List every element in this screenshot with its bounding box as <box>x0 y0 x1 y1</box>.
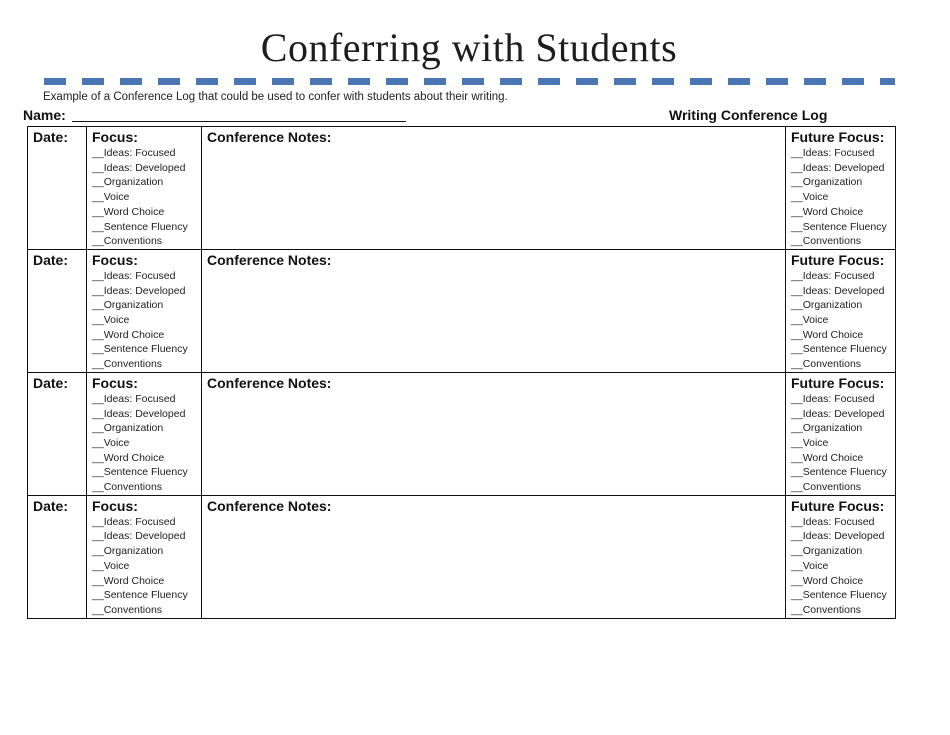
notes-cell[interactable] <box>202 495 786 618</box>
future-focus-checklist <box>791 146 890 249</box>
checklist-item[interactable]: __ Word Choice <box>92 328 196 343</box>
checklist-item[interactable]: __ Ideas: Developed <box>791 284 890 299</box>
future-focus-label: Future Focus: <box>791 374 885 391</box>
future-focus-label: Future Focus: <box>791 129 885 145</box>
checklist-item[interactable]: __ Sentence Fluency <box>791 220 890 235</box>
date-label: Date: <box>33 129 69 145</box>
future-focus-cell <box>786 495 896 618</box>
checklist-item[interactable]: __ Conventions <box>92 357 196 372</box>
checklist-item[interactable]: __ Organization <box>791 175 890 190</box>
focus-cell <box>87 372 202 495</box>
checklist-item[interactable]: __ Ideas: Focused <box>92 269 196 284</box>
focus-label: Focus: <box>92 251 138 268</box>
checklist-item[interactable]: __ Ideas: Developed <box>92 407 196 422</box>
dashed-divider <box>44 78 895 85</box>
notes-label: Conference Notes: <box>207 129 332 145</box>
focus-checklist <box>92 515 196 618</box>
notes-label: Conference Notes: <box>207 251 332 268</box>
checklist-item[interactable]: __ Word Choice <box>791 451 890 466</box>
checklist-item[interactable]: __ Organization <box>791 298 890 313</box>
focus-cell <box>87 127 202 250</box>
checklist-item[interactable]: __ Sentence Fluency <box>791 465 890 480</box>
checklist-item[interactable]: __ Ideas: Focused <box>791 269 890 284</box>
page-title: Conferring with Students <box>260 25 678 70</box>
checklist-item[interactable]: __ Sentence Fluency <box>92 465 196 480</box>
notes-cell[interactable] <box>202 372 786 495</box>
checklist-item[interactable]: __ Word Choice <box>92 574 196 589</box>
focus-cell <box>87 249 202 372</box>
checklist-item[interactable]: __ Organization <box>791 421 890 436</box>
future-focus-checklist <box>791 392 890 495</box>
checklist-item[interactable]: __ Ideas: Focused <box>791 515 890 530</box>
checklist-item[interactable]: __ Voice <box>791 559 890 574</box>
future-focus-label: Future Focus: <box>791 251 885 268</box>
focus-checklist <box>92 392 196 495</box>
checklist-item[interactable]: __ Voice <box>92 559 196 574</box>
checklist-item[interactable]: __ Voice <box>791 313 890 328</box>
checklist-item[interactable]: __ Ideas: Developed <box>791 407 890 422</box>
checklist-item[interactable]: __ Ideas: Developed <box>92 529 196 544</box>
checklist-item[interactable]: __ Sentence Fluency <box>791 342 890 357</box>
checklist-item[interactable]: __ Conventions <box>92 480 196 495</box>
checklist-item[interactable]: __ Voice <box>791 190 890 205</box>
notes-cell[interactable] <box>202 127 786 250</box>
checklist-item[interactable]: __ Conventions <box>92 234 196 249</box>
checklist-item[interactable]: __ Sentence Fluency <box>92 342 196 357</box>
name-field-line[interactable] <box>72 121 406 122</box>
future-focus-cell <box>786 249 896 372</box>
checklist-item[interactable]: __ Organization <box>791 544 890 559</box>
checklist-item[interactable]: __ Ideas: Focused <box>791 146 890 161</box>
date-cell[interactable] <box>28 127 87 250</box>
date-cell[interactable] <box>28 495 87 618</box>
checklist-item[interactable]: __ Word Choice <box>92 451 196 466</box>
date-cell[interactable] <box>28 249 87 372</box>
checklist-item[interactable]: __ Organization <box>92 544 196 559</box>
future-focus-checklist <box>791 515 890 618</box>
future-focus-label: Future Focus: <box>791 497 885 514</box>
checklist-item[interactable]: __ Ideas: Developed <box>791 529 890 544</box>
checklist-item[interactable]: __ Word Choice <box>92 205 196 220</box>
date-label: Date: <box>33 497 69 514</box>
date-cell[interactable] <box>28 372 87 495</box>
checklist-item[interactable]: __ Ideas: Developed <box>791 161 890 176</box>
focus-checklist <box>92 146 196 249</box>
checklist-item[interactable]: __ Voice <box>92 436 196 451</box>
checklist-item[interactable]: __ Conventions <box>92 603 196 618</box>
checklist-item[interactable]: __ Voice <box>92 313 196 328</box>
name-label: Name: <box>23 107 66 123</box>
checklist-item[interactable]: __ Ideas: Developed <box>92 284 196 299</box>
focus-label: Focus: <box>92 129 138 145</box>
checklist-item[interactable]: __ Voice <box>791 436 890 451</box>
checklist-item[interactable]: __ Ideas: Focused <box>791 392 890 407</box>
checklist-item[interactable]: __ Organization <box>92 175 196 190</box>
checklist-item[interactable]: __ Organization <box>92 421 196 436</box>
checklist-item[interactable]: __ Conventions <box>791 234 890 249</box>
date-label: Date: <box>33 251 69 268</box>
notes-label: Conference Notes: <box>207 374 332 391</box>
future-focus-cell <box>786 372 896 495</box>
checklist-item[interactable]: __ Word Choice <box>791 328 890 343</box>
checklist-item[interactable]: __ Ideas: Focused <box>92 392 196 407</box>
checklist-item[interactable]: __ Ideas: Focused <box>92 146 196 161</box>
checklist-item[interactable]: __ Conventions <box>791 480 890 495</box>
log-row <box>28 495 896 618</box>
conference-log-table <box>27 126 896 619</box>
focus-label: Focus: <box>92 497 138 514</box>
checklist-item[interactable]: __ Voice <box>92 190 196 205</box>
date-label: Date: <box>33 374 69 391</box>
future-focus-cell <box>786 127 896 250</box>
subtitle: Example of a Conference Log that could be used to confer with students about their writing. <box>43 91 508 103</box>
log-row <box>28 127 896 250</box>
checklist-item[interactable]: __ Sentence Fluency <box>92 588 196 603</box>
checklist-item[interactable]: __ Organization <box>92 298 196 313</box>
log-row <box>28 249 896 372</box>
focus-checklist <box>92 269 196 372</box>
log-title: Writing Conference Log <box>669 107 828 123</box>
checklist-item[interactable]: __ Ideas: Developed <box>92 161 196 176</box>
focus-cell <box>87 495 202 618</box>
focus-label: Focus: <box>92 374 138 391</box>
checklist-item[interactable]: __ Sentence Fluency <box>791 588 890 603</box>
checklist-item[interactable]: __ Word Choice <box>791 574 890 589</box>
checklist-item[interactable]: __ Conventions <box>791 357 890 372</box>
checklist-item[interactable]: __ Word Choice <box>791 205 890 220</box>
checklist-item[interactable]: __ Conventions <box>791 603 890 618</box>
notes-cell[interactable] <box>202 249 786 372</box>
log-row <box>28 372 896 495</box>
checklist-item[interactable]: __ Sentence Fluency <box>92 220 196 235</box>
future-focus-checklist <box>791 269 890 372</box>
checklist-item[interactable]: __ Ideas: Focused <box>92 515 196 530</box>
notes-label: Conference Notes: <box>207 497 332 514</box>
